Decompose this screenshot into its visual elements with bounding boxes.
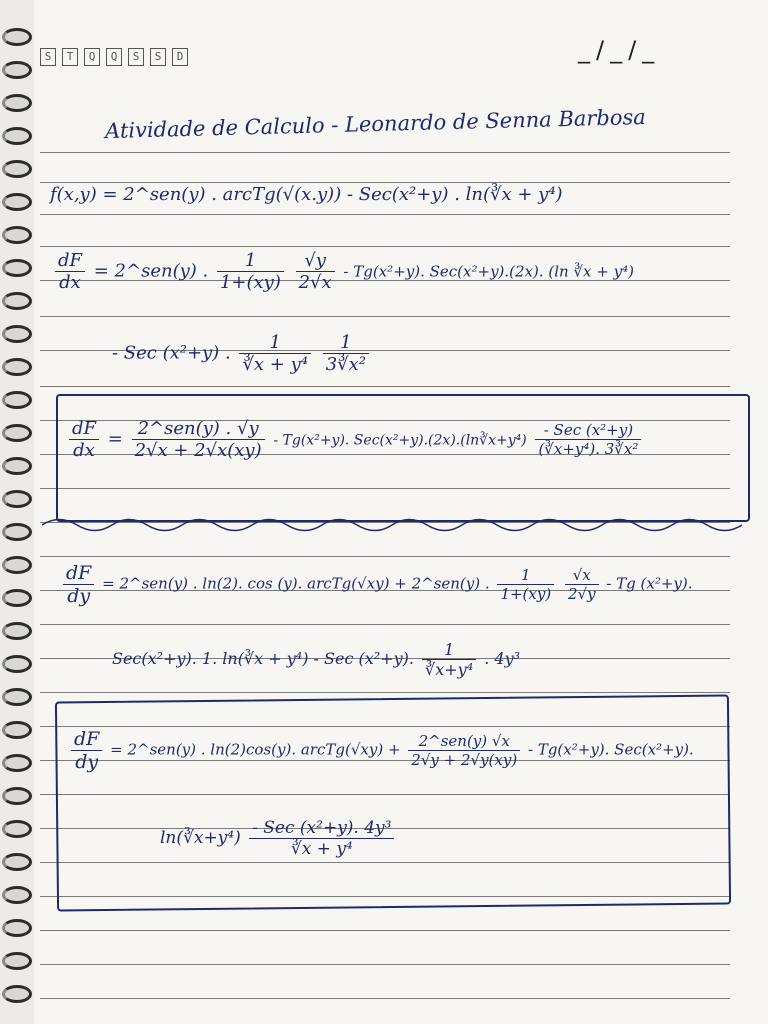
function-definition: f(x,y) = 2^sen(y) . arcTg(√(x.y)) - Sec(x²+y) . ln(∛x + y⁴) xyxy=(50,184,563,205)
spiral-ring xyxy=(2,721,32,739)
ruled-line xyxy=(40,386,730,387)
spiral-ring xyxy=(2,622,32,640)
spiral-ring xyxy=(2,457,32,475)
spiral-ring xyxy=(2,490,32,508)
ruled-line xyxy=(40,964,730,965)
dfdy-result-line-1: $\frac{dF}{dy}$ = 2^sen(y) . ln(2)cos(y). arcTg(√xy) + $\frac{\text{2\textasciicircum{}sen(y) √x}}{2√y + 2√y(xy)}$ - Tg(x²+y). Sec(x²+y). xyxy=(68,728,694,773)
dfdy-work-line-1: $\frac{dF}{dy}$ = 2^sen(y) . ln(2). cos (y). arcTg(√xy) + 2^sen(y) . $\frac{1}{1+(xy)}$ $\frac{√x}{2√y}$ - Tg (x²+y). xyxy=(60,562,693,607)
dfdx-work-line-2: - Sec (x²+y) . $\frac{1}{\text{∛x + y⁴}}$ $\frac{1}{\text{3∛x²}}$ xyxy=(112,332,372,375)
dfdx-work-line-1: $\frac{dF}{dx}$ = 2^sen(y) . $\frac{1}{1+(xy)}$ $\frac{√y}{2√x}$ - Tg(x²+y). Sec(x²+y).(2x). (ln ∛x + y⁴) xyxy=(52,250,634,293)
spiral-ring xyxy=(2,61,32,79)
spiral-ring xyxy=(2,325,32,343)
date-field: _/_/_ xyxy=(578,36,661,64)
spiral-ring xyxy=(2,358,32,376)
spiral-ring xyxy=(2,820,32,838)
ruled-line xyxy=(40,152,730,153)
weekday-box: T xyxy=(62,48,78,66)
spiral-ring xyxy=(2,292,32,310)
spiral-ring xyxy=(2,28,32,46)
spiral-ring xyxy=(2,754,32,772)
spiral-ring xyxy=(2,259,32,277)
dfdx-result: $\frac{dF}{dx}$ = $\frac{\text{2\textasciicircum{}sen(y) . √y}}{2√x + 2√x(xy)}$ - Tg(x²+y). Sec(x²+y).(2x).(ln∛x+y⁴) $\frac{\text{- Sec (x²+y)}}{\text{(∛x+y⁴). 3∛x²}}$ xyxy=(66,418,644,461)
spiral-ring xyxy=(2,127,32,145)
spiral-ring xyxy=(2,160,32,178)
page-title: Atividade de Calculo - Leonardo de Senna Barbosa xyxy=(104,104,647,144)
ruled-line xyxy=(40,556,730,557)
spiral-ring xyxy=(2,919,32,937)
spiral-binding xyxy=(0,0,34,1024)
weekday-box: S xyxy=(128,48,144,66)
wavy-separator xyxy=(42,512,742,538)
spiral-ring xyxy=(2,688,32,706)
weekday-boxes xyxy=(40,48,188,66)
spiral-ring xyxy=(2,193,32,211)
ruled-line xyxy=(40,692,730,693)
dfdy-result-line-2: ln(∛x+y⁴) $\frac{\text{- Sec (x²+y). 4y³}}{\text{∛x + y⁴}}$ xyxy=(160,818,397,859)
weekday-box: S xyxy=(150,48,166,66)
spiral-ring xyxy=(2,556,32,574)
ruled-line xyxy=(40,316,730,317)
dfdy-work-line-2: Sec(x²+y). 1. ln(∛x + y⁴) - Sec (x²+y). $\frac{1}{\text{∛x+y⁴}}$ . 4y³ xyxy=(112,640,521,679)
ruled-line xyxy=(40,182,730,183)
spiral-ring xyxy=(2,985,32,1003)
spiral-ring xyxy=(2,424,32,442)
spiral-ring xyxy=(2,952,32,970)
spiral-ring xyxy=(2,226,32,244)
spiral-ring xyxy=(2,787,32,805)
spiral-ring xyxy=(2,589,32,607)
weekday-box: Q xyxy=(84,48,100,66)
weekday-box: Q xyxy=(106,48,122,66)
ruled-line xyxy=(40,214,730,215)
ruled-line xyxy=(40,624,730,625)
spiral-ring xyxy=(2,853,32,871)
spiral-ring xyxy=(2,655,32,673)
spiral-ring xyxy=(2,94,32,112)
ruled-line xyxy=(40,246,730,247)
weekday-box: D xyxy=(172,48,188,66)
weekday-box: S xyxy=(40,48,56,66)
spiral-ring xyxy=(2,391,32,409)
ruled-line xyxy=(40,998,730,999)
spiral-ring xyxy=(2,886,32,904)
ruled-line xyxy=(40,930,730,931)
spiral-ring xyxy=(2,523,32,541)
